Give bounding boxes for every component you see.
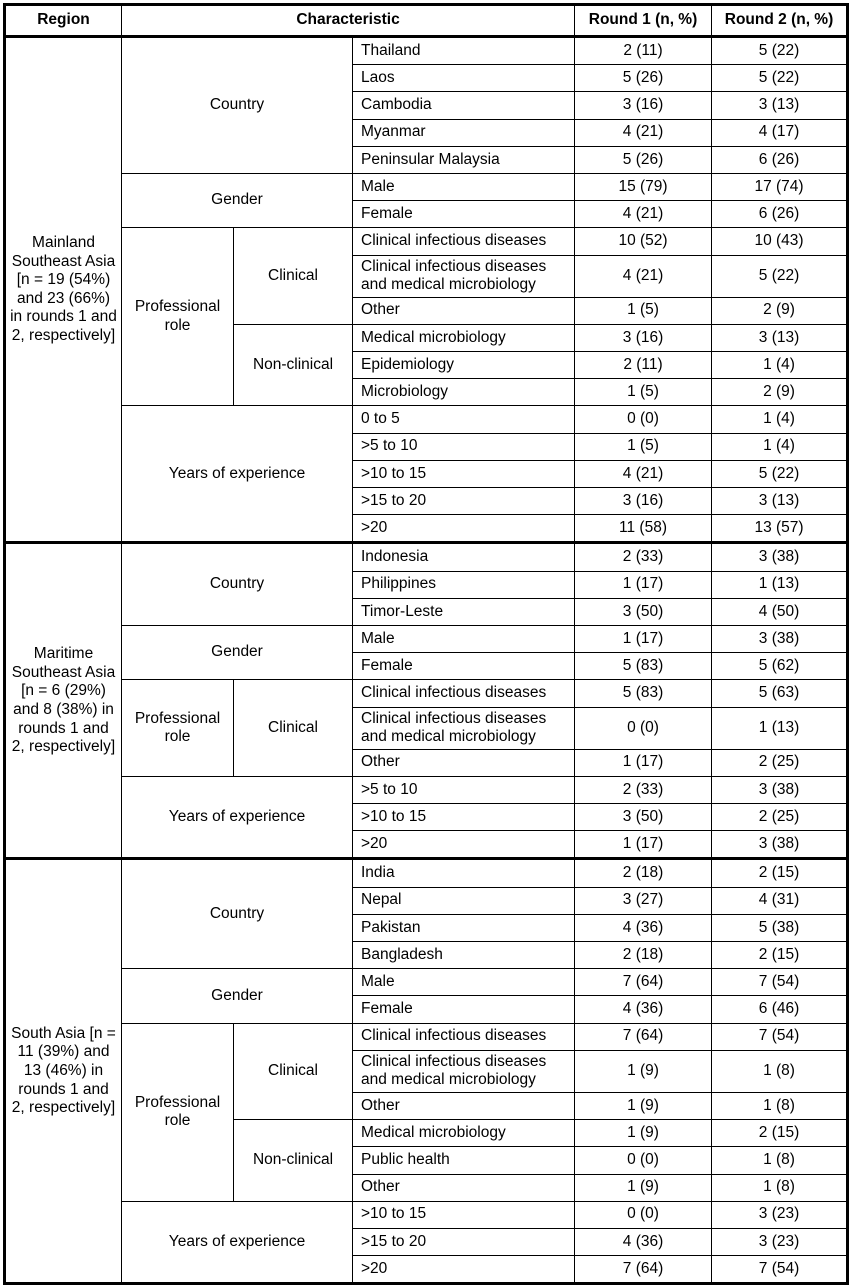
round2-cell: 5 (63) [712, 680, 848, 707]
category-cell: Years of experience [122, 776, 353, 859]
category-cell: Gender [122, 969, 353, 1023]
round2-cell: 3 (23) [712, 1228, 848, 1255]
item-cell: Female [353, 996, 575, 1023]
table-row [5, 625, 848, 652]
round1-cell: 4 (36) [575, 914, 712, 941]
round1-cell: 4 (21) [575, 201, 712, 228]
table-row [5, 37, 848, 65]
round1-cell: 1 (9) [575, 1174, 712, 1201]
round2-cell: 5 (22) [712, 255, 848, 297]
round2-cell: 2 (9) [712, 379, 848, 406]
item-cell: Thailand [353, 37, 575, 65]
round2-cell: 3 (23) [712, 1201, 848, 1228]
round1-cell: 1 (17) [575, 749, 712, 776]
item-cell: Other [353, 749, 575, 776]
item-cell: >10 to 15 [353, 1201, 575, 1228]
item-cell: Laos [353, 65, 575, 92]
subcategory-cell: Clinical [234, 1023, 353, 1120]
round2-cell: 2 (25) [712, 749, 848, 776]
round2-cell: 1 (4) [712, 352, 848, 379]
table-row [5, 969, 848, 996]
item-cell: Microbiology [353, 379, 575, 406]
item-cell: Clinical infectious diseases and medical microbiology [353, 255, 575, 297]
item-cell: Pakistan [353, 914, 575, 941]
item-cell: >20 [353, 1256, 575, 1284]
round1-cell: 1 (5) [575, 433, 712, 460]
item-cell: >20 [353, 515, 575, 543]
round1-cell: 2 (33) [575, 543, 712, 571]
item-cell: Clinical infectious diseases and medical microbiology [353, 707, 575, 749]
round1-cell: 7 (64) [575, 969, 712, 996]
table-row [5, 228, 848, 255]
round1-cell: 1 (17) [575, 625, 712, 652]
round2-cell: 5 (22) [712, 37, 848, 65]
table-row [5, 173, 848, 200]
round2-cell: 7 (54) [712, 1256, 848, 1284]
item-cell: Cambodia [353, 92, 575, 119]
region-cell: Maritime Southeast Asia [n = 6 (29%) and 8 (38%) in rounds 1 and 2, respectively] [5, 543, 122, 859]
item-cell: Epidemiology [353, 352, 575, 379]
round1-cell: 1 (9) [575, 1120, 712, 1147]
round2-cell: 1 (4) [712, 406, 848, 433]
round1-cell: 2 (11) [575, 37, 712, 65]
round2-cell: 1 (4) [712, 433, 848, 460]
subcategory-cell: Clinical [234, 228, 353, 325]
round1-cell: 10 (52) [575, 228, 712, 255]
round2-cell: 2 (25) [712, 804, 848, 831]
round2-cell: 1 (8) [712, 1147, 848, 1174]
round2-cell: 3 (38) [712, 543, 848, 571]
item-cell: Male [353, 173, 575, 200]
item-cell: Female [353, 653, 575, 680]
item-cell: >10 to 15 [353, 804, 575, 831]
round1-cell: 3 (16) [575, 324, 712, 351]
demographics-table [3, 3, 849, 1285]
round1-cell: 3 (16) [575, 92, 712, 119]
round2-cell: 3 (13) [712, 324, 848, 351]
round2-cell: 1 (8) [712, 1092, 848, 1119]
round2-cell: 1 (8) [712, 1174, 848, 1201]
category-cell: Professional role [122, 1023, 234, 1201]
item-cell: >5 to 10 [353, 776, 575, 803]
round1-cell: 2 (18) [575, 859, 712, 887]
item-cell: Medical microbiology [353, 1120, 575, 1147]
item-cell: Other [353, 1092, 575, 1119]
round2-cell: 4 (50) [712, 598, 848, 625]
category-cell: Country [122, 37, 353, 174]
round2-cell: 3 (38) [712, 776, 848, 803]
round2-cell: 7 (54) [712, 969, 848, 996]
item-cell: Myanmar [353, 119, 575, 146]
round1-cell: 3 (27) [575, 887, 712, 914]
region-cell: South Asia [n = 11 (39%) and 13 (46%) in rounds 1 and 2, respectively] [5, 859, 122, 1284]
round2-cell: 5 (38) [712, 914, 848, 941]
item-cell: Clinical infectious diseases [353, 680, 575, 707]
category-cell: Years of experience [122, 1201, 353, 1284]
item-cell: >20 [353, 831, 575, 859]
item-cell: Peninsular Malaysia [353, 146, 575, 173]
round2-cell: 3 (13) [712, 488, 848, 515]
item-cell: >5 to 10 [353, 433, 575, 460]
category-cell: Professional role [122, 228, 234, 406]
table-row [5, 1201, 848, 1228]
header-characteristic: Characteristic [122, 5, 575, 37]
header-row [5, 5, 848, 37]
item-cell: 0 to 5 [353, 406, 575, 433]
round1-cell: 2 (11) [575, 352, 712, 379]
round2-cell: 4 (31) [712, 887, 848, 914]
round1-cell: 4 (36) [575, 996, 712, 1023]
round1-cell: 1 (9) [575, 1050, 712, 1092]
round1-cell: 0 (0) [575, 1201, 712, 1228]
item-cell: India [353, 859, 575, 887]
category-cell: Years of experience [122, 406, 353, 543]
round2-cell: 2 (15) [712, 942, 848, 969]
round2-cell: 4 (17) [712, 119, 848, 146]
item-cell: Clinical infectious diseases and medical microbiology [353, 1050, 575, 1092]
item-cell: Female [353, 201, 575, 228]
round1-cell: 3 (50) [575, 598, 712, 625]
round2-cell: 6 (46) [712, 996, 848, 1023]
round1-cell: 5 (83) [575, 653, 712, 680]
item-cell: Male [353, 969, 575, 996]
round2-cell: 13 (57) [712, 515, 848, 543]
round2-cell: 1 (8) [712, 1050, 848, 1092]
item-cell: >10 to 15 [353, 460, 575, 487]
header-region: Region [5, 5, 122, 37]
subcategory-cell: Non-clinical [234, 324, 353, 406]
round1-cell: 7 (64) [575, 1256, 712, 1284]
region-cell: Mainland Southeast Asia [n = 19 (54%) and 23 (66%) in rounds 1 and 2, respectively] [5, 37, 122, 543]
category-cell: Gender [122, 625, 353, 679]
table-row [5, 1023, 848, 1050]
round2-cell: 6 (26) [712, 201, 848, 228]
table-row [5, 543, 848, 571]
round1-cell: 11 (58) [575, 515, 712, 543]
item-cell: Clinical infectious diseases [353, 1023, 575, 1050]
round1-cell: 0 (0) [575, 406, 712, 433]
round1-cell: 1 (9) [575, 1092, 712, 1119]
round1-cell: 15 (79) [575, 173, 712, 200]
round1-cell: 4 (21) [575, 460, 712, 487]
category-cell: Country [122, 543, 353, 626]
round1-cell: 4 (21) [575, 255, 712, 297]
item-cell: >15 to 20 [353, 1228, 575, 1255]
round1-cell: 3 (16) [575, 488, 712, 515]
round2-cell: 3 (38) [712, 625, 848, 652]
round1-cell: 5 (26) [575, 146, 712, 173]
item-cell: Indonesia [353, 543, 575, 571]
round2-cell: 3 (38) [712, 831, 848, 859]
round1-cell: 7 (64) [575, 1023, 712, 1050]
round1-cell: 2 (33) [575, 776, 712, 803]
round2-cell: 7 (54) [712, 1023, 848, 1050]
round1-cell: 5 (26) [575, 65, 712, 92]
round2-cell: 2 (9) [712, 297, 848, 324]
item-cell: Philippines [353, 571, 575, 598]
round1-cell: 1 (5) [575, 379, 712, 406]
item-cell: Male [353, 625, 575, 652]
round2-cell: 17 (74) [712, 173, 848, 200]
round1-cell: 4 (36) [575, 1228, 712, 1255]
round2-cell: 1 (13) [712, 571, 848, 598]
round1-cell: 1 (17) [575, 571, 712, 598]
round1-cell: 1 (17) [575, 831, 712, 859]
round2-cell: 5 (22) [712, 65, 848, 92]
round1-cell: 4 (21) [575, 119, 712, 146]
header-round2: Round 2 (n, %) [712, 5, 848, 37]
item-cell: Nepal [353, 887, 575, 914]
round2-cell: 10 (43) [712, 228, 848, 255]
item-cell: >15 to 20 [353, 488, 575, 515]
item-cell: Other [353, 1174, 575, 1201]
table-row [5, 776, 848, 803]
round1-cell: 3 (50) [575, 804, 712, 831]
round2-cell: 3 (13) [712, 92, 848, 119]
round2-cell: 5 (22) [712, 460, 848, 487]
round1-cell: 5 (83) [575, 680, 712, 707]
header-round1: Round 1 (n, %) [575, 5, 712, 37]
round2-cell: 1 (13) [712, 707, 848, 749]
round2-cell: 2 (15) [712, 859, 848, 887]
table-row [5, 406, 848, 433]
category-cell: Professional role [122, 680, 234, 777]
subcategory-cell: Non-clinical [234, 1120, 353, 1202]
item-cell: Bangladesh [353, 942, 575, 969]
table-row [5, 859, 848, 887]
category-cell: Country [122, 859, 353, 969]
item-cell: Public health [353, 1147, 575, 1174]
category-cell: Gender [122, 173, 353, 227]
item-cell: Clinical infectious diseases [353, 228, 575, 255]
subcategory-cell: Clinical [234, 680, 353, 777]
round1-cell: 0 (0) [575, 707, 712, 749]
table-row [5, 680, 848, 707]
round1-cell: 0 (0) [575, 1147, 712, 1174]
round2-cell: 2 (15) [712, 1120, 848, 1147]
item-cell: Medical microbiology [353, 324, 575, 351]
round1-cell: 1 (5) [575, 297, 712, 324]
round2-cell: 6 (26) [712, 146, 848, 173]
round1-cell: 2 (18) [575, 942, 712, 969]
round2-cell: 5 (62) [712, 653, 848, 680]
item-cell: Other [353, 297, 575, 324]
item-cell: Timor-Leste [353, 598, 575, 625]
